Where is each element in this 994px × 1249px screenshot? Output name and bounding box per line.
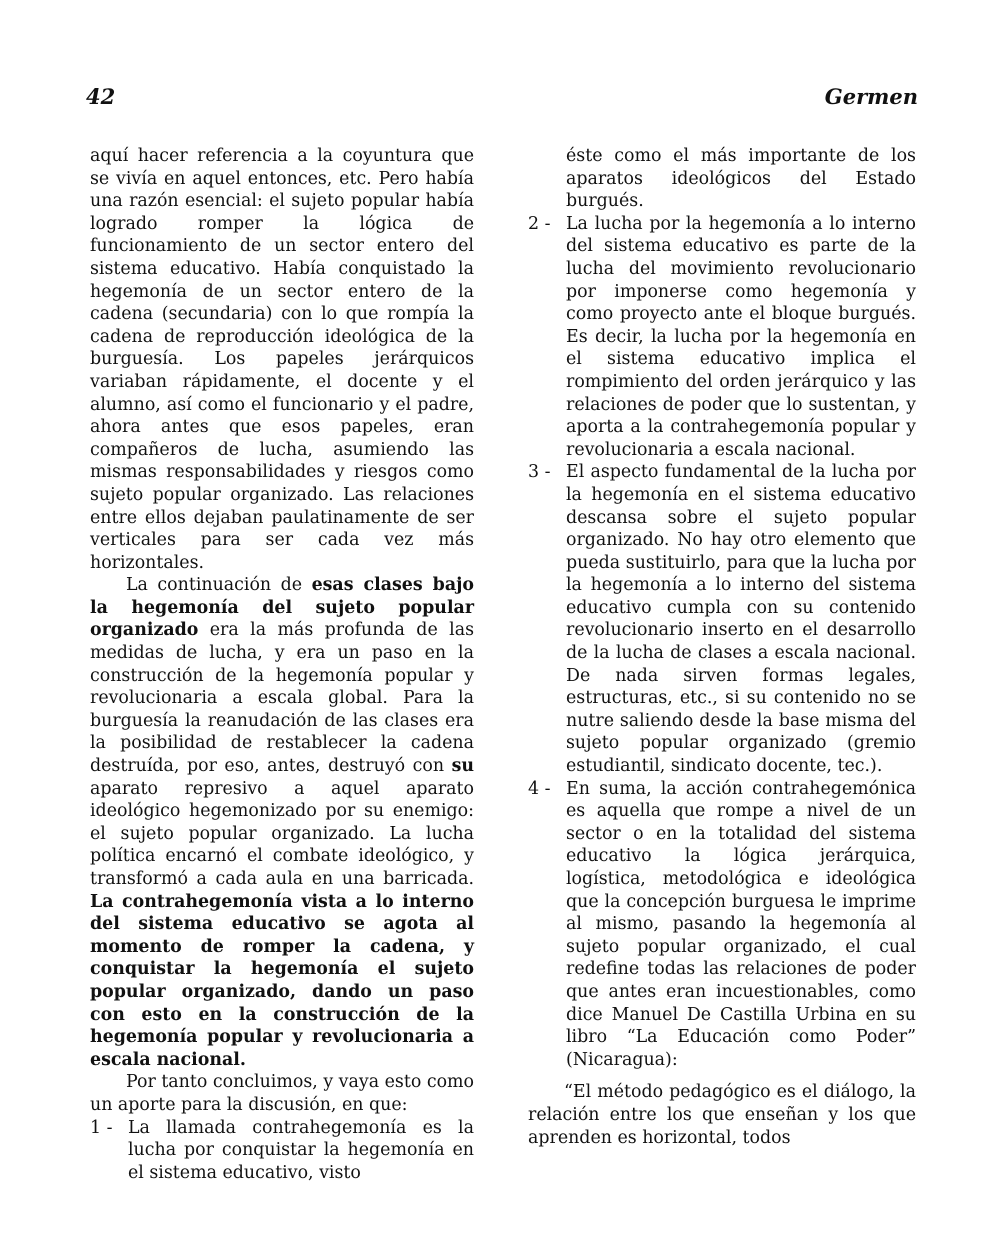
paragraph-2-mid: era la más profunda de las medidas de lucha, y era un paso en la construcción de la hegemonía popular y revolucionaria a escala global. Para la burguesía la reanudación de las clases era la posibilidad de restablecer la cadena destruída, por eso, antes, destruyó con <box>90 620 474 777</box>
page-header <box>86 84 918 114</box>
paragraph-1: aquí hacer referencia a la coyuntura que se vivía en aquel entonces, etc. Pero había una razón esencial: el sujeto popular había logrado romper la lógica de funcionamiento de un sector entero del sistema educativo. Había conquistado la hegemonía de un sector entero de la cadena (secundaria) con lo que rompía la cadena de reproducción ideológica de la burguesía. Los papeles jerárquicos variaban rápidamente, el docente y el alumno, así como el funcionario y el padre, ahora antes que esos papeles, eran compañeros de lucha, asumiendo las mismas responsabilidades y riesgos como sujeto popular organizado. Las relaciones entre ellos dejaban paulatinamente de ser verticales para ser cada vez más horizontales. <box>90 146 474 573</box>
paragraph-2-bold-3: La contrahegemonía vista a lo interno del sistema educativo se agota al momento de romper la cadena, y conquistar la hegemonía el sujeto popular organizado, dando un paso con esto en la construcción de la hegemonía popular y revolucionaria a escala nacional. <box>90 891 474 1070</box>
list-item-3-text: El aspecto fundamental de la lucha por la hegemonía en el sistema educativo descansa sobre el sujeto popular organizado. No hay otro elemento que pueda sustituirlo, para que la lucha por la hegemonía a lo interno del sistema educativo cumpla con su contenido revolucionario inserto en el desarrollo de la lucha de clases a escala nacional. De nada sirven formas legales, estructuras, etc., si su contenido no se nutre saliendo desde la base misma del sujeto popular organizado (gremio estudiantil, sindicato docente, tec.). <box>566 462 916 777</box>
left-column <box>90 145 474 1184</box>
list-item-2 <box>528 213 916 462</box>
list-item-4 <box>528 778 916 1072</box>
list-item-1-number: 1 - <box>90 1117 113 1138</box>
paragraph-2-bold-1: esas clases bajo la hegemonía del sujeto popular organizado <box>90 575 474 641</box>
quotation: “El método pedagógico es el diálogo, la relación entre los que enseñan y los que aprenden es horizontal, todos <box>528 1082 916 1148</box>
list-item-1 <box>90 1117 474 1185</box>
list-item-4-number: 4 - <box>528 778 551 799</box>
paragraph-2-start: La continuación de <box>126 575 303 596</box>
page-number: 42 <box>86 84 116 109</box>
list-item-1-continuation: éste como el más importante de los aparatos ideológicos del Estado burgués. <box>566 146 916 212</box>
list-item-2-text: La lucha por la hegemonía a lo interno del sistema educativo es parte de la lucha del movimiento revolucionario por imponerse como hegemonía y como proyecto ante el bloque burgués. Es decir, la lucha por la hegemonía en el sistema educativo implica el rompimiento del orden jerárquico y las relaciones de poder que lo sustentan, y aporta a la contrahegemonía popular y revolucionaria a escala nacional. <box>566 213 916 460</box>
paragraph-2-rest: aparato represivo a aquel aparato ideológico hegemonizado por su enemigo: el sujeto popular organizado. La lucha política encarnó el combate ideológico, y transformó a cada aula en una barricada. <box>90 778 474 889</box>
paragraph-2-bold-2: su <box>451 756 474 777</box>
paragraph-2 <box>90 574 474 1071</box>
list-item-3-number: 3 - <box>528 462 551 483</box>
list-item-1-text: La llamada contrahegemonía es la lucha por conquistar la hegemonía en el sistema educativo, visto <box>128 1117 474 1183</box>
list-item-2-number: 2 - <box>528 213 551 234</box>
list-item-3 <box>528 461 916 777</box>
paragraph-3: Por tanto concluimos, y vaya esto como un aporte para la discusión, en que: <box>90 1072 474 1115</box>
right-column <box>528 145 916 1149</box>
running-head: Germen <box>824 84 918 109</box>
list-item-4-text: En suma, la acción contrahegemónica es aquella que rompe a nivel de un sector o en la totalidad del sistema educativo la lógica jerárquica, logística, metodológica e ideológica que la concepción burguesa le imprime al mismo, pasando la hegemonía al sujeto popular organizado, el cual redefine todas las relaciones de poder que antes eran incuestionables, como dice Manuel De Castilla Urbina en su libro “La Educación como Poder” (Nicaragua): <box>566 778 916 1070</box>
